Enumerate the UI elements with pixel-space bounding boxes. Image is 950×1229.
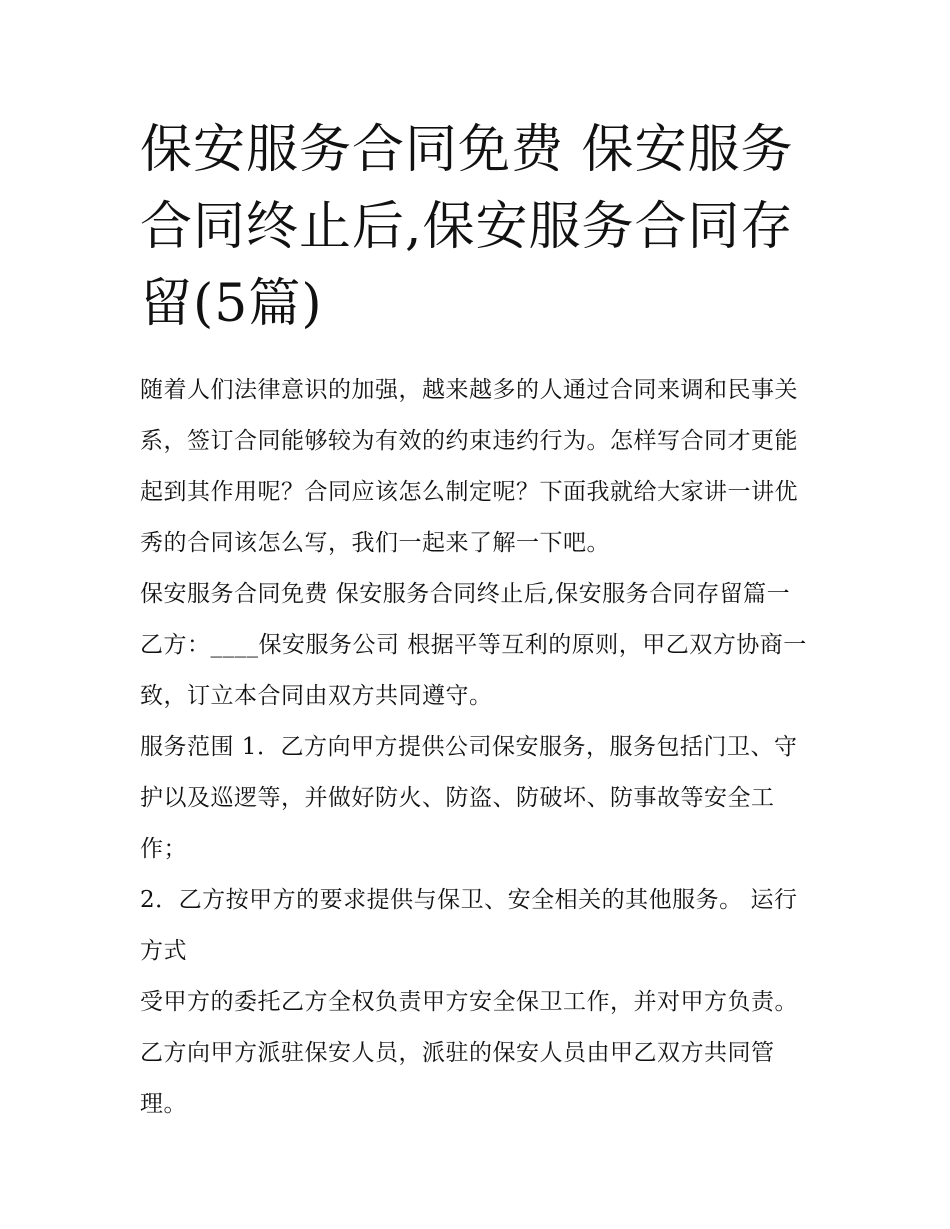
document-title: 保安服务合同免费 保安服务合同终止后,保安服务合同存留(5篇): [140, 120, 794, 334]
paragraph-service-scope: 服务范围 1．乙方向甲方提供公司保安服务，服务包括门卫、守护以及巡逻等，并做好防火、防盗、防破坏、防事故等安全工作；: [140, 734, 798, 862]
paragraph-part-one: 保安服务合同免费 保安服务合同终止后,保安服务合同存留篇一 乙方：____保安服务公司 根据平等互利的原则，甲乙双方协商一致，订立本合同由双方共同遵守。: [140, 581, 807, 709]
paragraph-intro: 随着人们法律意识的加强，越来越多的人通过合同来调和民事关系，签订合同能够较为有效的约束违约行为。怎样写合同才更能起到其作用呢？合同应该怎么制定呢？下面我就给大家讲一讲优秀的合同该怎么写，我们一起来了解一下吧。: [140, 377, 798, 556]
paragraph-responsibility: 受甲方的委托乙方全权负责甲方安全保卫工作，并对甲方负责。乙方向甲方派驻保安人员，派驻的保安人员由甲乙双方共同管理。: [140, 989, 798, 1117]
document-page: [140, 112, 820, 1130]
paragraph-other-services: 2．乙方按甲方的要求提供与保卫、安全相关的其他服务。 运行方式: [140, 887, 798, 964]
document-body: [140, 365, 820, 1130]
